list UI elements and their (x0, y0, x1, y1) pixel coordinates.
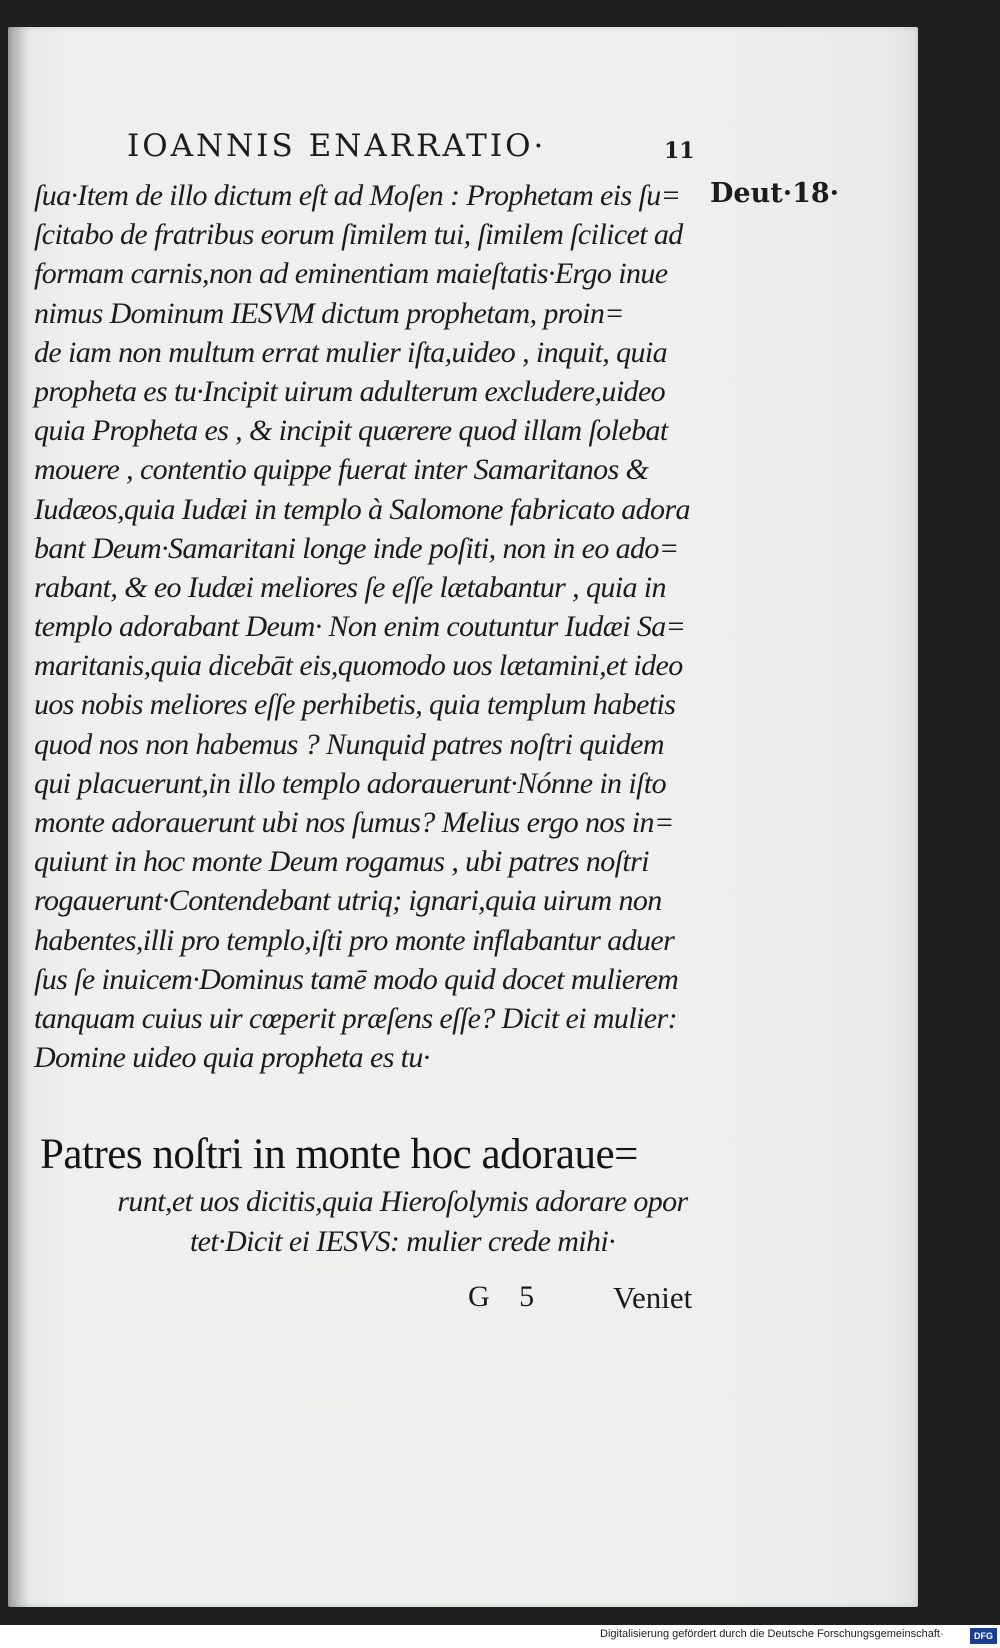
lemma-heading: Patres noſtri in monte hoc adoraue= (40, 1131, 638, 1178)
text-line: propheta es tu·Incipit uirum adulterum excludere,uideo (34, 374, 666, 408)
lemma-line: runt,et uos dicitis,quia Hieroſolymis adorare opor (117, 1185, 688, 1218)
text-line: tanquam cuius uir cœperit præſens eſſe? Dicit ei mulier: (34, 1001, 677, 1035)
text-line: monte adorauerunt ubi nos ſumus? Melius ergo nos in= (34, 806, 674, 839)
text-line: Domine uideo quia propheta es tu· (34, 1041, 430, 1075)
text-line: ſus ſe inuicem·Dominus tamē modo quid docet mulierem (34, 962, 679, 996)
text-line: maritanis,quia dicebāt eis,quomodo uos lætamini,et ideo (34, 649, 683, 683)
body-text (34, 176, 704, 1077)
text-line: quiunt in hoc monte Deum rogamus , ubi patres noſtri (34, 845, 649, 879)
text-line: mouere , contentio quippe fuerat inter Samaritanos & (34, 453, 649, 487)
text-line: ſua·Item de illo dictum eſt ad Moſen : Prophetam eis ſu= (34, 179, 681, 212)
running-title: IOANNIS ENARRATIO· (127, 128, 547, 164)
text-line: bant Deum·Samaritani longe inde poſiti, non in eo ado= (34, 531, 679, 565)
text-line: quod nos non habemus ? Nunquid patres noſtri quidem (34, 727, 664, 761)
text-line: uos nobis meliores eſſe perhibetis, quia templum habetis (34, 688, 676, 722)
text-line: ſcitabo de fratribus eorum ſimilem tui, ſimilem ſcilicet ad (34, 218, 683, 252)
signature-mark: G 5 (468, 1280, 535, 1313)
text-line: habentes,illi pro templo,iſti pro monte inflabantur aduer (34, 923, 675, 957)
text-line: rabant, & eo Iudæi meliores ſe eſſe lætabantur , quia in (34, 570, 666, 604)
text-line: quia Propheta es , & incipit quærere quod illam ſolebat (34, 414, 668, 448)
text-line: nimus Dominum IESVM dictum prophetam, proin= (34, 296, 624, 330)
lemma-line: tet·Dicit ei IESVS: mulier crede mihi· (189, 1225, 616, 1258)
funding-credit: Digitalisierung gefördert durch die Deutsche Forschungsgemeinschaft· (600, 1628, 944, 1640)
catchword: Veniet (613, 1280, 693, 1315)
folio-number: 11 (664, 138, 695, 164)
gutter-shadow (8, 27, 30, 1607)
text-line: Iudæos,quia Iudæi in templo à Salomone fabricato adora (34, 492, 690, 526)
dfg-logo: DFG (970, 1628, 997, 1644)
text-line: qui placuerunt,in illo templo adorauerunt·Nónne in iſto (34, 766, 666, 800)
text-line: formam carnis,non ad eminentiam maieſtatis·Ergo inue (34, 257, 668, 291)
text-line: templo adorabant Deum· Non enim coutuntur Iudæi Sa= (34, 610, 686, 644)
text-line: rogauerunt·Contendebant utriq; ignari,quia uirum non (34, 884, 662, 918)
margin-note: Deut·18· (710, 178, 840, 209)
text-line: de iam non multum errat mulier iſta,uideo , inquit, quia (34, 335, 668, 369)
